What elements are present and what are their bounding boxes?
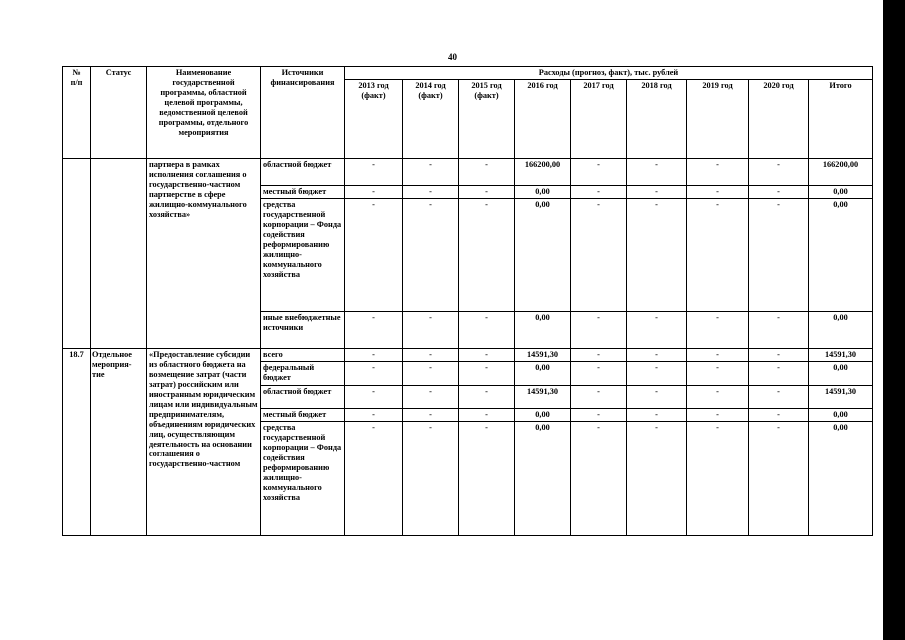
header-name: Наименование государственной программы, областной целевой программы, ведомственной целевой программы, отдельного мероприятия (147, 67, 261, 159)
value-cell: - (403, 311, 459, 348)
funding-source: областной бюджет (261, 159, 345, 186)
value-cell: 0,00 (809, 311, 873, 348)
value-cell: - (687, 159, 749, 186)
value-cell: - (459, 408, 515, 421)
value-cell: - (403, 198, 459, 311)
value-cell: - (627, 186, 687, 199)
value-cell: - (687, 421, 749, 535)
scan-edge-bar (883, 0, 905, 640)
value-cell: - (749, 198, 809, 311)
value-cell: 0,00 (515, 198, 571, 311)
value-cell: 166200,00 (809, 159, 873, 186)
value-cell: 166200,00 (515, 159, 571, 186)
value-cell: - (345, 186, 403, 199)
funding-source: средства государственной корпорации – Фонда содействия реформированию жилищно-коммунального хозяйства (261, 421, 345, 535)
value-cell: - (571, 408, 627, 421)
page-number: 40 (448, 52, 457, 62)
value-cell: - (459, 159, 515, 186)
value-cell: - (749, 385, 809, 408)
measure-name: «Предоставление субсидии из областного бюджета на возмещение затрат (части затрат) российским или иностранным юридическим лицам или индивидуальным предпринимателям, объединениям юридических лиц, осуществляющим деятельность на основании соглашения о государственно-частном (147, 348, 261, 535)
value-cell: 0,00 (809, 361, 873, 385)
value-cell: - (749, 348, 809, 361)
value-cell: - (687, 408, 749, 421)
header-year: 2018 год (627, 80, 687, 159)
value-cell: - (749, 408, 809, 421)
budget-table (62, 66, 873, 536)
header-status: Статус (91, 67, 147, 159)
value-cell: 0,00 (515, 408, 571, 421)
value-cell: - (627, 408, 687, 421)
value-cell: 0,00 (515, 311, 571, 348)
funding-source: областной бюджет (261, 385, 345, 408)
funding-source: средства государственной корпорации – Фонда содействия реформированию жилищно-коммунального хозяйства (261, 198, 345, 311)
value-cell: 0,00 (809, 186, 873, 199)
value-cell: - (459, 421, 515, 535)
value-cell: - (345, 311, 403, 348)
value-cell: - (571, 159, 627, 186)
value-cell: - (571, 311, 627, 348)
value-cell: 0,00 (809, 421, 873, 535)
row-status: Отдельное мероприя-тие (91, 348, 147, 535)
value-cell: - (459, 348, 515, 361)
value-cell: - (749, 421, 809, 535)
value-cell: - (345, 408, 403, 421)
value-cell: - (459, 198, 515, 311)
value-cell: - (749, 159, 809, 186)
value-cell: - (403, 385, 459, 408)
value-cell: 14591,30 (809, 385, 873, 408)
table-row (63, 159, 873, 186)
header-year: 2019 год (687, 80, 749, 159)
value-cell: - (627, 159, 687, 186)
value-cell: - (345, 348, 403, 361)
value-cell: - (749, 361, 809, 385)
value-cell: - (459, 361, 515, 385)
value-cell: - (403, 186, 459, 199)
value-cell: - (403, 408, 459, 421)
value-cell: - (345, 198, 403, 311)
value-cell: - (687, 186, 749, 199)
value-cell: - (345, 421, 403, 535)
header-year: Итого (809, 80, 873, 159)
funding-source: всего (261, 348, 345, 361)
value-cell: - (345, 385, 403, 408)
measure-name: партнера в рамках исполнения соглашения о государственно-частном партнерстве в сфере жилищно-коммунального хозяйства» (147, 159, 261, 349)
value-cell: - (749, 186, 809, 199)
value-cell: - (687, 198, 749, 311)
value-cell: - (459, 385, 515, 408)
header-year: 2017 год (571, 80, 627, 159)
value-cell: 0,00 (809, 198, 873, 311)
value-cell: - (627, 348, 687, 361)
header-expenses: Расходы (прогноз, факт), тыс. рублей (345, 67, 873, 80)
value-cell: 14591,30 (515, 348, 571, 361)
value-cell: - (403, 348, 459, 361)
block-1 (63, 159, 873, 349)
header-num: № п/п (63, 67, 91, 159)
row-num (63, 159, 91, 349)
header-year: 2016 год (515, 80, 571, 159)
value-cell: - (749, 311, 809, 348)
value-cell: - (627, 198, 687, 311)
value-cell: - (403, 159, 459, 186)
value-cell: - (571, 361, 627, 385)
table-row (63, 348, 873, 361)
value-cell: - (627, 421, 687, 535)
funding-source: федеральный бюджет (261, 361, 345, 385)
value-cell: - (571, 385, 627, 408)
funding-source: иные внебюджетные источники (261, 311, 345, 348)
value-cell: - (345, 159, 403, 186)
table-header (63, 67, 873, 159)
header-source: Источники финансирования (261, 67, 345, 159)
value-cell: - (687, 348, 749, 361)
row-num: 18.7 (63, 348, 91, 535)
value-cell: - (403, 361, 459, 385)
value-cell: 14591,30 (515, 385, 571, 408)
value-cell: - (345, 361, 403, 385)
value-cell: - (687, 361, 749, 385)
value-cell: 0,00 (515, 186, 571, 199)
funding-source: местный бюджет (261, 408, 345, 421)
header-year: 2020 год (749, 80, 809, 159)
value-cell: 0,00 (809, 408, 873, 421)
value-cell: 0,00 (515, 421, 571, 535)
value-cell: - (627, 385, 687, 408)
header-year: 2013 год (факт) (345, 80, 403, 159)
header-year: 2015 год (факт) (459, 80, 515, 159)
value-cell: 0,00 (515, 361, 571, 385)
value-cell: - (627, 311, 687, 348)
block-2 (63, 348, 873, 535)
value-cell: - (687, 311, 749, 348)
funding-source: местный бюджет (261, 186, 345, 199)
value-cell: 14591,30 (809, 348, 873, 361)
value-cell: - (459, 186, 515, 199)
value-cell: - (571, 421, 627, 535)
header-year: 2014 год (факт) (403, 80, 459, 159)
value-cell: - (687, 385, 749, 408)
value-cell: - (571, 186, 627, 199)
row-status (91, 159, 147, 349)
value-cell: - (459, 311, 515, 348)
value-cell: - (571, 348, 627, 361)
value-cell: - (627, 361, 687, 385)
value-cell: - (403, 421, 459, 535)
value-cell: - (571, 198, 627, 311)
